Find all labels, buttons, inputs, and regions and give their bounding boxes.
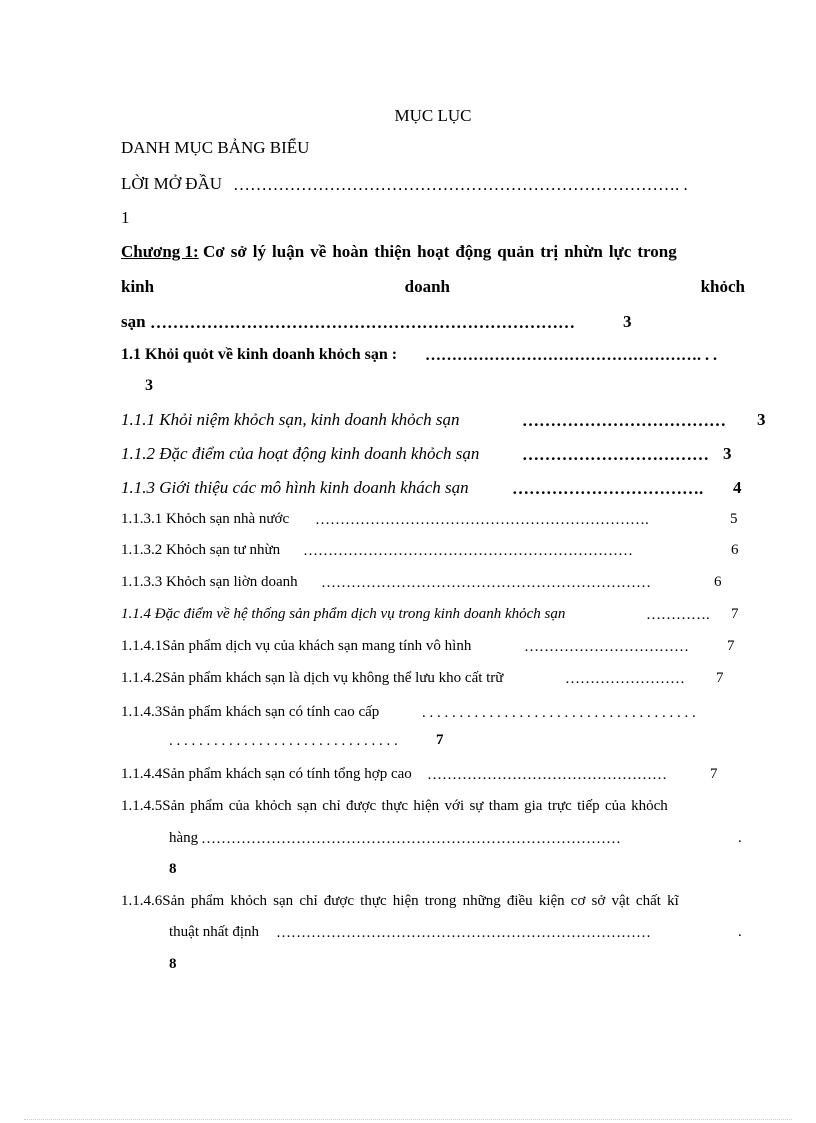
toc-1-1-4-1-page: 7: [727, 638, 735, 654]
toc-1-1-3-3-page: 6: [714, 574, 722, 590]
toc-1-1-4-6-label: 1.1.4.6Sản phẩm khỏch sạn chỉ được thực hiện trong những điều kiện cơ sở vật chất kĩ: [121, 893, 679, 909]
toc-chapter1-label: Chương 1:: [121, 242, 199, 261]
toc-1-1-1-label: 1.1.1 Khỏi niệm khỏch sạn, kinh doanh khỏch sạn: [121, 410, 460, 429]
toc-1-1-2-label: 1.1.2 Đặc điểm của hoạt động kinh doanh khỏch sạn: [121, 444, 480, 463]
toc-1-1-3-1-leader: ………………………………………………………….: [315, 512, 649, 528]
toc-1-1-1-page: 3: [757, 410, 766, 429]
toc-1-1-4-5-page: 8: [169, 861, 177, 877]
toc-1-1-4-3-page: 7: [436, 732, 444, 748]
toc-1-1-4-5-label: 1.1.4.5Sản phẩm của khỏch sạn chỉ được thực hiện với sự tham gia trực tiếp của khỏch: [121, 798, 668, 814]
toc-1-1-4-2-page: 7: [716, 670, 724, 686]
toc-chapter1-word: doanh: [404, 277, 451, 296]
toc-chapter1-page: 3: [623, 312, 632, 331]
toc-1-1-label: 1.1 Khỏi quỏt về kinh doanh khỏch sạn :: [121, 346, 398, 363]
toc-1-1-2-page: 3: [723, 444, 732, 463]
toc-1-1-4-leader: ………….: [646, 607, 710, 623]
toc-1-1-4-4-leader: …………………………………………: [427, 767, 667, 783]
toc-chapter1-title: Cơ sở lý luận về hoàn thiện hoạt động quản trị nhừn lực trong: [202, 242, 677, 261]
toc-1-1-3-1-page: 5: [730, 511, 738, 527]
toc-1-1-4-4-page: 7: [710, 766, 718, 782]
leader-dot: .: [738, 830, 742, 846]
toc-1-1-3-1-label: 1.1.3.1 Khỏch sạn nhà nước: [121, 511, 290, 527]
toc-1-1-4-2-leader: ……………………: [565, 671, 685, 687]
toc-1-1-1-leader: ………………………………: [522, 411, 726, 430]
toc-1-1-4-3-label: 1.1.4.3Sản phẩm khách sạn có tính cao cấp: [121, 704, 380, 720]
toc-chapter1-line2: [121, 278, 745, 295]
toc-1-1-3-leader: …………………………….: [512, 479, 704, 498]
toc-1-1-3-page: 4: [733, 478, 742, 497]
toc-chapter1-word: khỏch: [700, 277, 745, 296]
toc-1-1-4-3-leader-cont: . . . . . . . . . . . . . . . . . . . . . . . . . . . . . . .: [169, 733, 398, 749]
toc-chapter1-line3: sạn: [121, 312, 146, 331]
toc-1-1-4-5-line2: hàng: [169, 830, 199, 846]
leader-dot: .: [738, 924, 742, 940]
toc-1-1-4-page: 7: [731, 606, 739, 622]
toc-intro-leader: ……………………………………………………………………. .: [233, 175, 688, 194]
toc-intro-label: LỜI MỞ ĐẦU: [121, 174, 223, 193]
toc-1-1-3-2-page: 6: [731, 542, 739, 558]
toc-chapter1-word: kinh: [121, 277, 155, 296]
page-bottom-divider: [24, 1119, 792, 1120]
toc-1-1-4-6-leader: …………………………………………………………………: [276, 925, 651, 941]
toc-1-1-3-3-leader: …………………………………………………………: [321, 575, 651, 591]
toc-1-1-4-6-page: 8: [169, 956, 177, 972]
toc-1-1-4-1-leader: ……………………………: [524, 639, 689, 655]
toc-1-1-4-2-label: 1.1.4.2Sản phẩm khách sạn là dịch vụ không thể lưu kho cất trữ: [121, 670, 504, 686]
toc-1-1-2-leader: ……………………………: [522, 445, 709, 464]
toc-1-1-3-2-leader: …………………………………………………………: [303, 543, 633, 559]
toc-1-1-3-3-label: 1.1.3.3 Khỏch sạn liờn doanh: [121, 574, 298, 590]
toc-1-1-3-2-label: 1.1.3.2 Khỏch sạn tư nhừn: [121, 542, 281, 558]
toc-chapter1-leader: …………………………………………………………………: [150, 313, 575, 332]
toc-1-1-4-3-leader: . . . . . . . . . . . . . . . . . . . . . . . . . . . . . . . . . . . . .: [422, 705, 696, 721]
toc-1-1-4-6-line2: thuật nhất định: [169, 924, 259, 940]
toc-1-1-page: 3: [145, 377, 153, 394]
toc-1-1-4-1-label: 1.1.4.1Sản phẩm dịch vụ của khách sạn mang tính vô hình: [121, 638, 472, 654]
toc-chapter1-heading: [121, 243, 677, 260]
toc-1-1-3-label: 1.1.3 Giới thiệu các mô hình kinh doanh khách sạn: [121, 478, 469, 497]
page-title: MỤC LỤC: [394, 106, 472, 125]
toc-1-1-4-5-leader: …………………………………………………………………………: [201, 831, 621, 847]
toc-1-1-leader: ……………………………………………. . .: [425, 347, 717, 364]
toc-intro-page: 1: [121, 208, 130, 227]
toc-1-1-4-label: 1.1.4 Đặc điểm về hệ thống sản phẩm dịch vụ trong kinh doanh khỏch sạn: [121, 606, 566, 622]
toc-list-of-tables: DANH MỤC BẢNG BIỂU: [121, 138, 310, 157]
toc-1-1-4-4-label: 1.1.4.4Sản phẩm khách sạn có tính tổng hợp cao: [121, 766, 412, 782]
